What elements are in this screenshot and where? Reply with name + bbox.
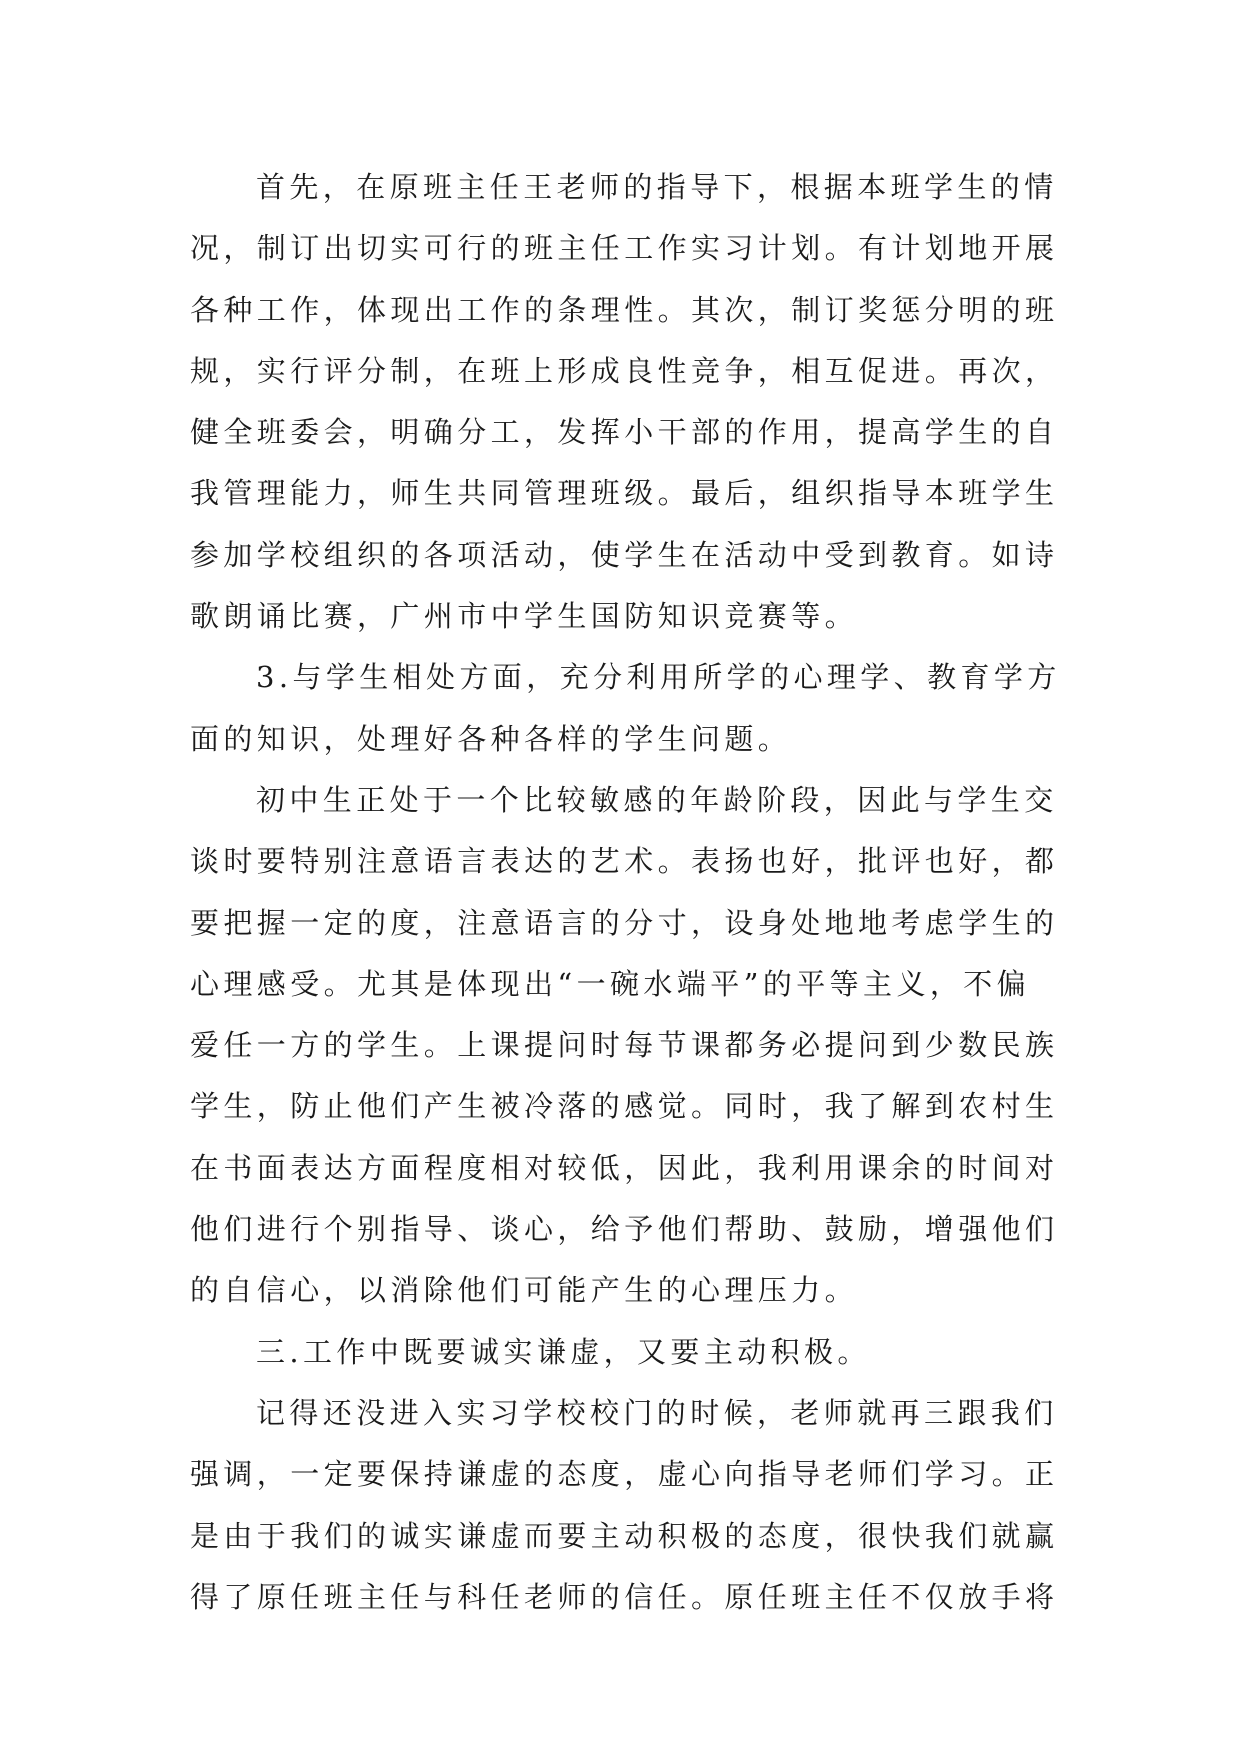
paragraph-line: 谈时要特别注意语言表达的艺术。表扬也好，批评也好，都: [190, 844, 1059, 879]
paragraph-line: 我管理能力，师生共同管理班级。最后，组织指导本班学生: [190, 476, 1059, 511]
paragraph-line: 强调，一定要保持谦虚的态度，虚心向指导老师们学习。正: [190, 1457, 1059, 1492]
paragraph-line: 歌朗诵比赛，广州市中学生国防知识竞赛等。: [190, 599, 859, 634]
paragraph-line: 是由于我们的诚实谦虚而要主动积极的态度，很快我们就赢: [190, 1518, 1059, 1553]
paragraph-line: 得了原任班主任与科任老师的信任。原任班主任不仅放手将: [190, 1579, 1059, 1614]
paragraph-line: 参加学校组织的各项活动，使学生在活动中受到教育。如诗: [190, 537, 1059, 572]
document-body: [190, 157, 1061, 1628]
paragraph-line: 初中生正处于一个比较敏感的年龄阶段，因此与学生交: [256, 782, 1058, 817]
paragraph-line: 规，实行评分制，在班上形成良性竞争，相互促进。再次，: [190, 353, 1059, 388]
paragraph-line: 学生，防止他们产生被冷落的感觉。同时，我了解到农村生: [190, 1089, 1059, 1124]
paragraph-line: 在书面表达方面程度相对较低，因此，我利用课余的时间对: [190, 1150, 1059, 1185]
paragraph-line: 首先，在原班主任王老师的指导下，根据本班学生的情: [256, 170, 1058, 204]
paragraph-line: 他们进行个别指导、谈心，给予他们帮助、鼓励，增强他们: [190, 1212, 1059, 1247]
paragraph-line: 记得还没进入实习学校校门的时候，老师就再三跟我们: [256, 1395, 1058, 1430]
paragraph-line: 爱任一方的学生。上课提问时每节课都务必提问到少数民族: [190, 1028, 1059, 1063]
paragraph-line: 心理感受。尤其是体现出“一碗水端平”的平等主义，不偏: [190, 966, 1031, 1001]
paragraph-line: 面的知识，处理好各种各样的学生问题。: [190, 721, 792, 756]
paragraph-line: 况，制订出切实可行的班主任工作实习计划。有计划地开展: [190, 231, 1059, 266]
paragraph-line: 3.与学生相处方面，充分利用所学的心理学、教育学方: [256, 660, 1061, 695]
paragraph-line: 要把握一定的度，注意语言的分寸，设身处地地考虑学生的: [190, 905, 1059, 940]
paragraph-line: 健全班委会，明确分工，发挥小干部的作用，提高学生的自: [190, 415, 1059, 450]
paragraph-line: 的自信心，以消除他们可能产生的心理压力。: [190, 1273, 859, 1308]
paragraph-line: 各种工作，体现出工作的条理性。其次，制订奖惩分明的班: [190, 292, 1059, 327]
section-heading: 三.工作中既要诚实谦虚，又要主动积极。: [256, 1334, 871, 1369]
